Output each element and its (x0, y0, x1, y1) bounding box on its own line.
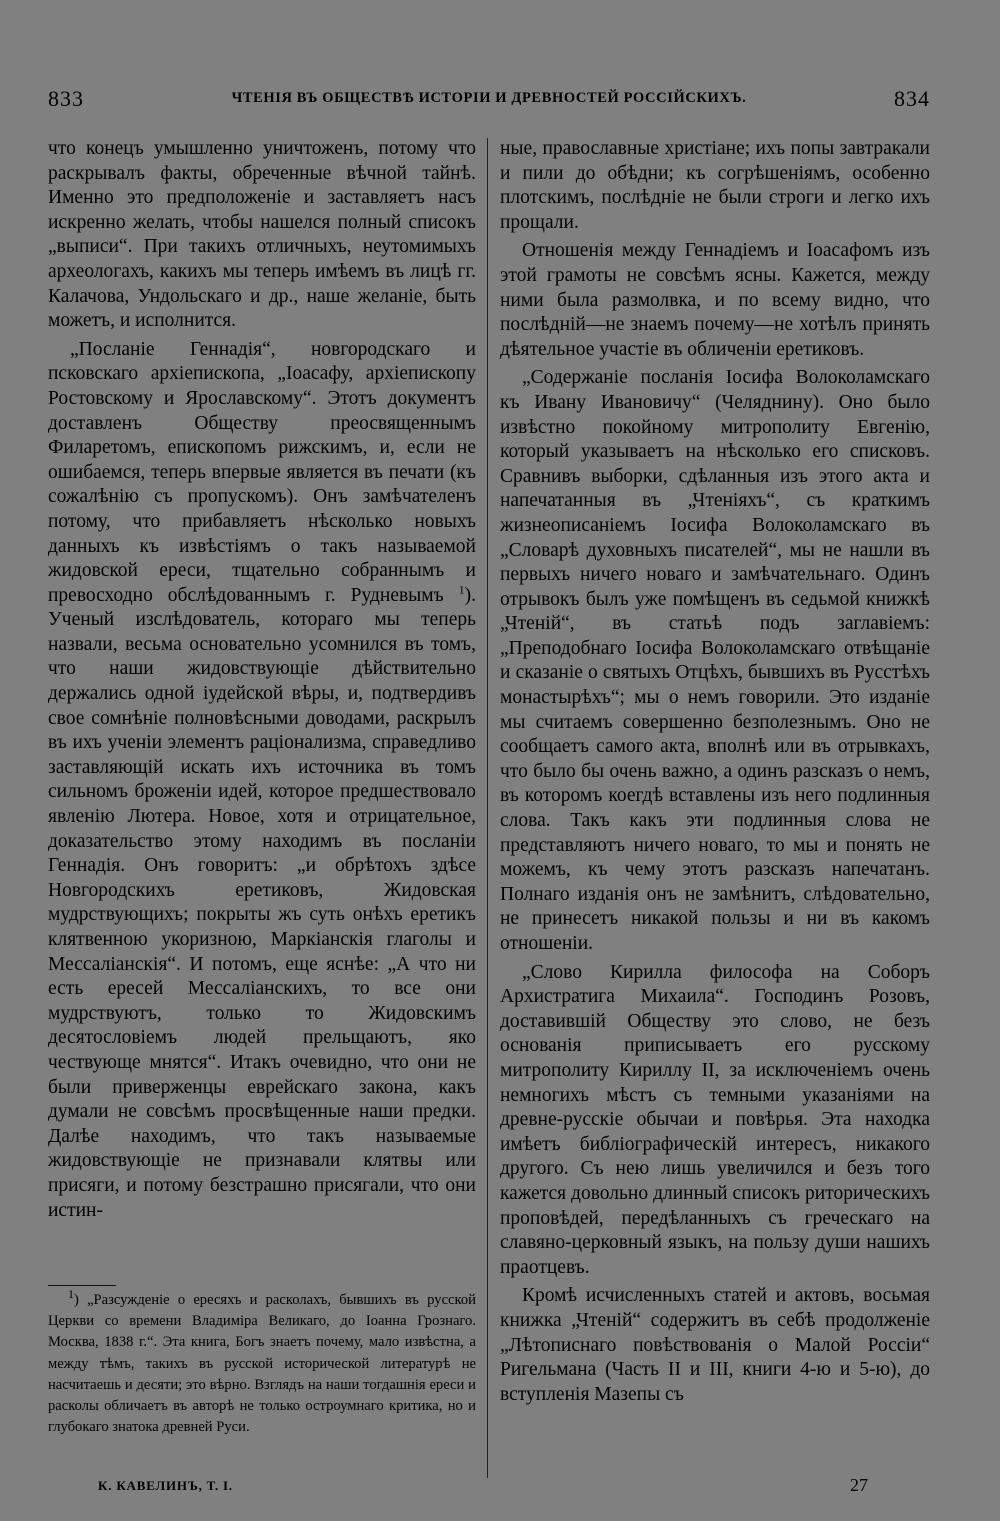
footnote-rule (48, 1285, 116, 1286)
paragraph: Отношенія между Геннадіемъ и Іоасафомъ изъ этой грамоты не совсѣмъ ясны. Кажется, между ними была размолвка, и по всему видно, что послѣдній—не знаемъ почему—не хотѣлъ принять дѣятельное участіе въ обличеніи еретиковъ. (500, 240, 930, 360)
signature-mark: К. КАВЕЛИНЪ, Т. I. (98, 1478, 233, 1493)
paragraph: Кромѣ исчисленныхъ статей и актовъ, восьмая книжка „Чтеній“ содержитъ въ себѣ продолженіе „Лѣтописнаго повѣствованія о Малой Россіи“ Ригельмана (Часть II и III, книги 4-ю и 5-ю), до вступленія Мазепы съ (500, 1285, 930, 1405)
page-number-right: 834 (894, 86, 930, 111)
footnote-mark: 1 (68, 1287, 74, 1302)
footnote-text: ) „Разсужденіе о ересяхъ и расколахъ, бывшихъ въ русской Церкви со времени Владиміра Великаго, до Іоанна Грознаго. Москва, 1838 г.“. Эта книга, Богъ знаетъ почему, мало извѣстна, а между тѣмъ, такихъ въ русской исторической литературѣ не насчитаешь и десяти; это вѣрно. Взглядъ на наши тогдашнія ереси и расколы обличаетъ въ авторѣ не только остроумнаго критика, но и глубокаго знатока древней Руси. (48, 1292, 476, 1436)
paragraph-text: ). Ученый изслѣдователь, котораго мы теперь назвали, весьма основательно усомнился въ томъ, что наши жидовствующіе дѣйствительно держались одной іудейской вѣры, и, подтвердивъ свое сомнѣніе полновѣсными доводами, раскрылъ въ ихъ ученіи элементъ раціонализма, справедливо заставляющій искать ихъ источника въ томъ сильномъ броженіи идей, которое предшествовало явленію Лютера. Новое, хотя и отрицательное, доказательство этому находимъ въ посланіи Геннадія. Онъ говоритъ: „и обрѣтохъ здѣсе Новгородскихъ еретиковъ, Жидовская мудрствующихъ; покрыты жъ суть онѣхъ еретикъ клятвенною укоризною, Маркіанскія глаголы и Мессаліанскія“. И потомъ, еще яснѣе: „А что ни есть ересей Мессаліанскихъ, то все они мудрствуютъ, только то Жидовскимъ десятословіемъ людей прельщаютъ, яко чествующе мнятся“. Итакъ очевидно, что они не были приверженцы еврейскаго закона, какъ думали не совсѣмъ просвѣщенные наши предки. Далѣе находимъ, что такъ называемые жидовствующіе не признавали клятвы или присяги, и потому безстрашно присягали, что они истин- (48, 584, 477, 1221)
page-number-left: 833 (48, 86, 84, 111)
running-header (48, 86, 930, 116)
footnote-paragraph (48, 1287, 476, 1438)
running-title: ЧТЕНІЯ ВЪ ОБЩЕСТВѢ ИСТОРІИ И ДРЕВНОСТЕЙ РОССІЙСКИХЪ. (231, 90, 747, 106)
paragraph-text: „Посланіе Геннадія“, новгородскаго и псковскаго архіепископа, „Іоасафу, архіепископу Ростовскому и Ярославскому“. Этотъ документъ доставленъ Обществу преосвященнымъ Филаретомъ, епископомъ рижскимъ, и, если не ошибаемся, теперь впервые является въ печати (къ сожалѣнію съ пропускомъ). Онъ замѣчателенъ потому, что прибавляетъ нѣсколько новыхъ данныхъ къ извѣстіямъ о такъ называемой жидовской ереси, тщательно собраннымъ и превосходно обслѣдованнымъ г. Рудневымъ (48, 338, 476, 606)
paragraph: „Содержаніе посланія Іосифа Волоколамскаго къ Ивану Ивановичу“ (Челяднину). Оно было извѣстно покойному митрополиту Евгенію, который указываетъ на нѣсколько его списковъ. Сравнивъ выборки, сдѣланныя изъ этого акта и напечатанныя въ „Чтеніяхъ“, съ краткимъ жизнеописаніемъ Іосифа Волоколамскаго въ „Словарѣ духовныхъ писателей“, мы не нашли въ первыхъ ничего новаго и замѣчательнаго. Одинъ отрывокъ былъ уже помѣщенъ въ седьмой книжкѣ „Чтеній“, въ статьѣ подъ заглавіемъ: „Преподобнаго Іосифа Волоколамскаго отвѣщаніе и сказаніе о святыхъ Отцѣхъ, бывшихъ въ Русстѣхъ монастырѣхъ“; мы о немъ говорили. Это изданіе мы считаемъ совершенно безполезнымъ. Оно не сообщаетъ самого акта, вполнѣ или въ отрывкахъ, что было бы очень важно, а одинъ разсказъ о немъ, въ которомъ коегдѣ вставлены изъ него подлинныя слова. Такъ какъ эти подлинныя слова не представляютъ ничего новаго, то мы и понять не можемъ, къ чему этотъ разсказъ напечатанъ. Полнаго изданія онъ не замѣнитъ, слѣдовательно, не принесетъ никакой пользы и ни въ какомъ отношеніи. (500, 367, 930, 954)
sheet-number: 27 (850, 1475, 868, 1495)
right-column (500, 137, 930, 1407)
paragraph: ные, православные христіане; ихъ попы завтракали и пили до обѣдни; къ согрѣшеніямъ, особенно плотскимъ, послѣдніе не были строги и легко ихъ прощали. (500, 138, 930, 233)
left-column (48, 137, 476, 1223)
footnote (48, 1287, 476, 1438)
paragraph: что конецъ умышленно уничтоженъ, потому что раскрывалъ факты, обреченные вѣчной тайнѣ. Именно это предположеніе и заставляетъ насъ искренно желать, чтобы нашелся полный списокъ „выписи“. При такихъ отличныхъ, неутомимыхъ археологахъ, какихъ мы теперь имѣемъ въ лицѣ гг. Калачова, Ундольскаго и др., наше желаніе, быть можетъ, и исполнится. (48, 138, 476, 332)
paragraph: „Слово Кирилла философа на Соборъ Архистратига Михаила“. Господинъ Розовъ, доставившій Обществу это слово, не безъ основанія приписываетъ его русскому митрополиту Кириллу II, за исключеніемъ очень немногихъ мѣстъ съ темными указаніями на древне-русскіе обычаи и повѣрья. Эта находка имѣетъ библіографическій интересъ, никакого другого. Съ нею лишь увеличился и безъ того кажется довольно длинный списокъ риторическихъ проповѣдей, передѣланныхъ съ греческаго на славяно-церковный языкъ, на пользу души нашихъ праотцевъ. (500, 961, 930, 1278)
paragraph (48, 338, 476, 1223)
footnote-reference: 1 (458, 582, 465, 597)
column-divider (487, 138, 488, 1478)
